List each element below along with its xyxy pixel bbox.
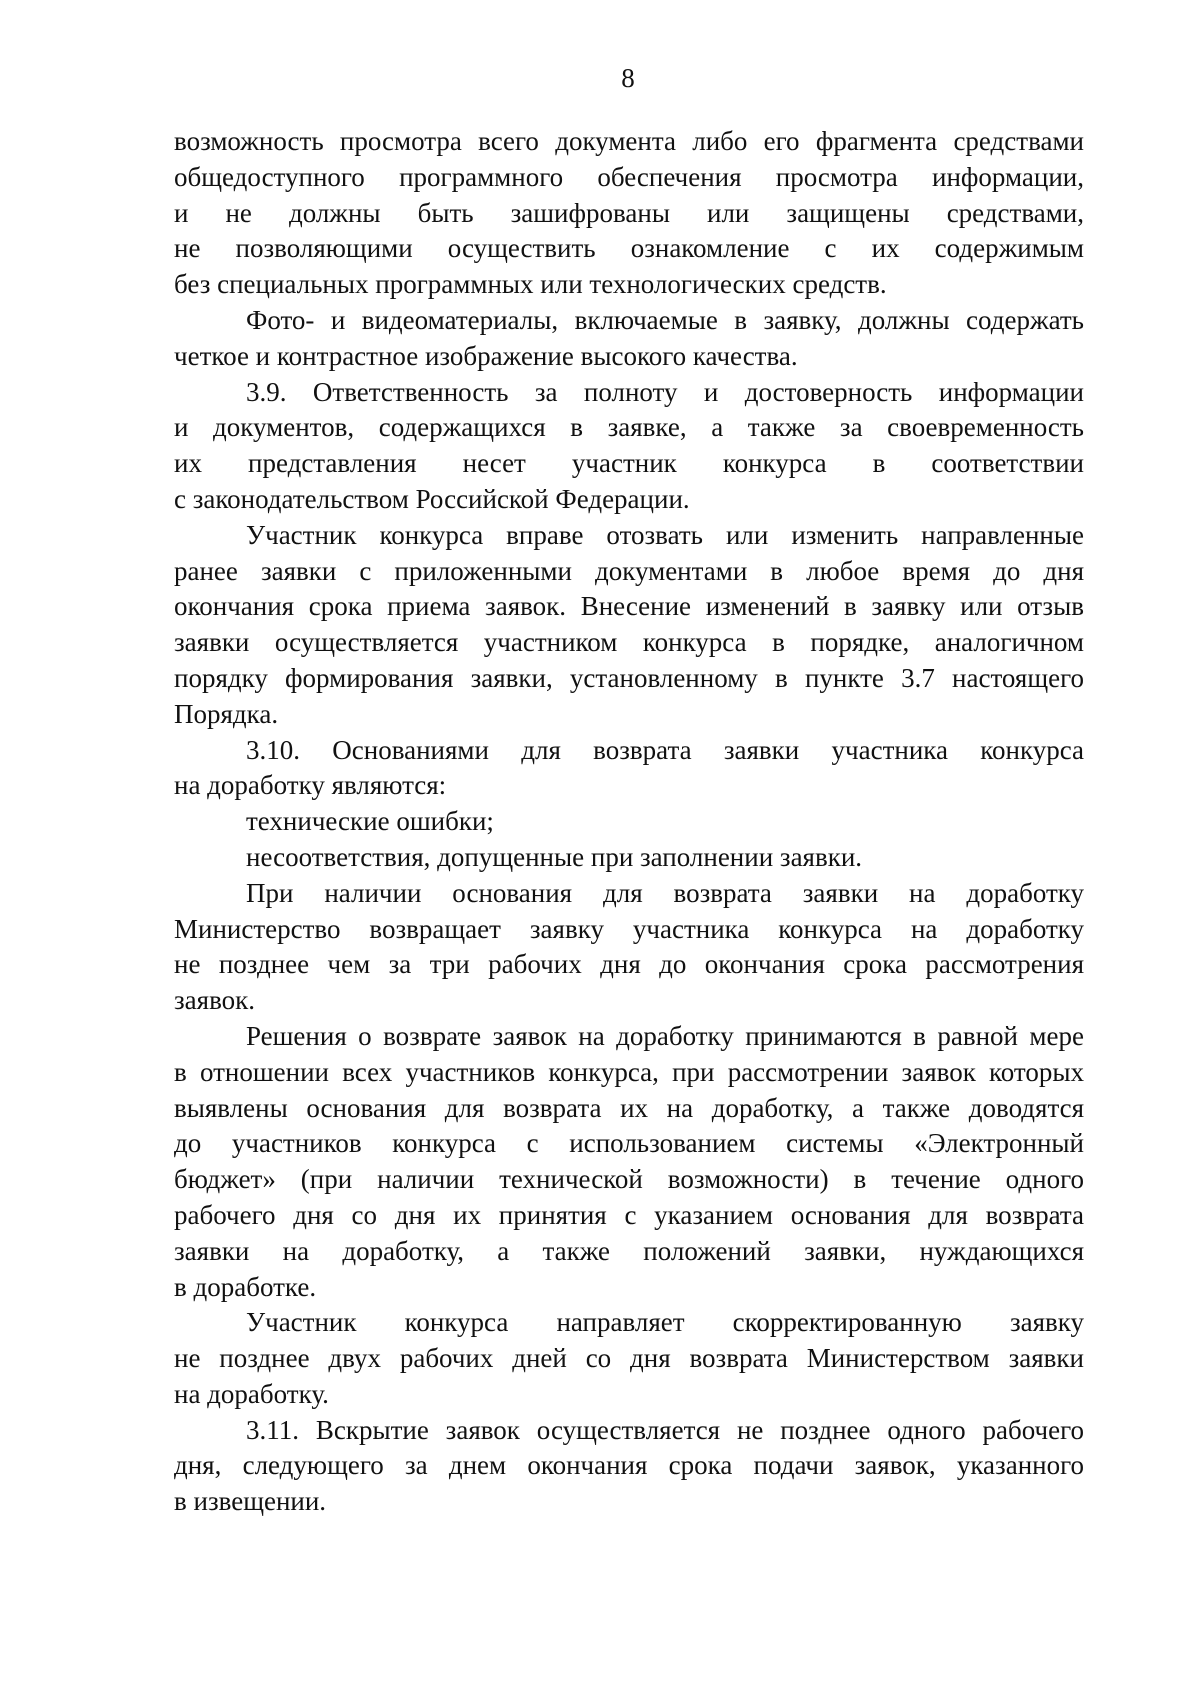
document-body <box>174 124 1084 1520</box>
paragraph-line: Министерство возвращает заявку участника конкурса на доработку <box>174 913 1084 944</box>
paragraph-line: возможность просмотра всего документа либо его фрагмента средствами <box>174 126 1084 156</box>
paragraph-line: и документов, содержащихся в заявке, а также за своевременность <box>174 412 1084 443</box>
paragraph-line: с законодательством Российской Федерации. <box>174 483 690 514</box>
page-number: 8 <box>621 63 635 93</box>
paragraph-line: ранее заявки с приложенными документами в любое время до дня <box>174 555 1084 586</box>
paragraph-line: При наличии основания для возврата заявки на доработку <box>246 877 1084 908</box>
paragraph-line: Порядка. <box>174 698 279 729</box>
paragraph-line: Фото- и видеоматериалы, включаемые в заявку, должны содержать <box>246 304 1084 335</box>
paragraph-line: в извещении. <box>174 1486 327 1517</box>
paragraph-line: без специальных программных или технологических средств. <box>174 269 887 300</box>
paragraph-line: и не должны быть зашифрованы или защищены средствами, <box>174 197 1084 228</box>
paragraph-line: до участников конкурса с использованием системы «Электронный <box>174 1128 1084 1159</box>
paragraph-line: порядку формирования заявки, установленному в пункте 3.7 настоящего <box>174 662 1084 693</box>
paragraph-line: на доработку являются: <box>174 770 447 801</box>
paragraph-line: рабочего дня со дня их принятия с указанием основания для возврата <box>174 1199 1084 1230</box>
paragraph-line: заявок. <box>174 985 255 1016</box>
paragraph-line: в отношении всех участников конкурса, при рассмотрении заявок которых <box>174 1056 1084 1087</box>
paragraph-line: их представления несет участник конкурса в соответствии <box>174 448 1084 479</box>
paragraph-line: не позднее двух рабочих дней со дня возврата Министерством заявки <box>174 1343 1084 1374</box>
list-item: технические ошибки; <box>246 806 494 837</box>
list-item: несоответствия, допущенные при заполнении заявки. <box>246 841 863 872</box>
paragraph-line: не позднее чем за три рабочих дня до окончания срока рассмотрения <box>174 949 1084 980</box>
paragraph-line: 3.9. Ответственность за полноту и достоверность информации <box>246 376 1084 407</box>
paragraph-line: окончания срока приема заявок. Внесение изменений в заявку или отзыв <box>174 591 1084 622</box>
paragraph-line: четкое и контрастное изображение высокого качества. <box>174 340 798 371</box>
paragraph-line: 3.11. Вскрытие заявок осуществляется не позднее одного рабочего <box>246 1414 1084 1445</box>
paragraph-line: на доработку. <box>174 1378 329 1409</box>
paragraph-line: заявки на доработку, а также положений заявки, нуждающихся <box>174 1235 1084 1266</box>
paragraph-line: заявки осуществляется участником конкурса в порядке, аналогичном <box>174 627 1084 658</box>
paragraph-line: в доработке. <box>174 1271 317 1302</box>
paragraph-line: не позволяющими осуществить ознакомление с их содержимым <box>174 233 1084 264</box>
paragraph-line: общедоступного программного обеспечения просмотра информации, <box>174 161 1084 192</box>
paragraph-line: Решения о возврате заявок на доработку принимаются в равной мере <box>246 1020 1084 1051</box>
paragraph-line: выявлены основания для возврата их на доработку, а также доводятся <box>174 1092 1084 1123</box>
paragraph-line: 3.10. Основаниями для возврата заявки участника конкурса <box>246 734 1084 765</box>
paragraph-line: Участник конкурса направляет скорректированную заявку <box>246 1307 1084 1338</box>
paragraph-line: Участник конкурса вправе отозвать или изменить направленные <box>246 519 1084 550</box>
paragraph-line: дня, следующего за днем окончания срока подачи заявок, указанного <box>174 1450 1084 1481</box>
paragraph-line: бюджет» (при наличии технической возможности) в течение одного <box>174 1164 1084 1195</box>
